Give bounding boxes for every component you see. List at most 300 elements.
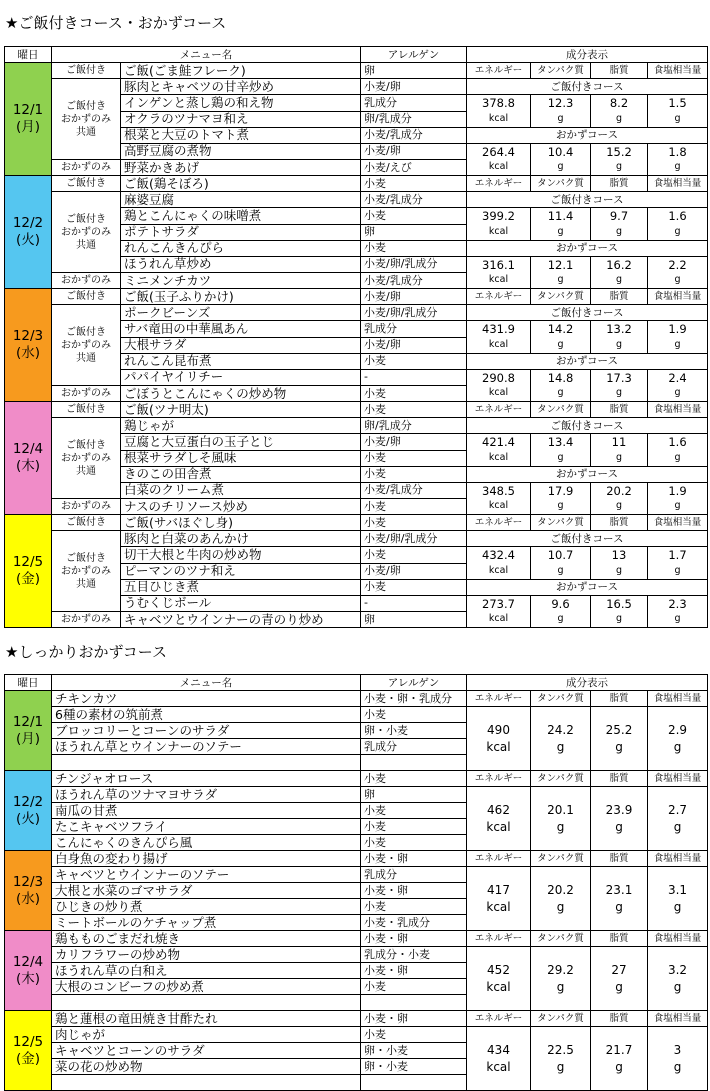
label-fat: 脂質 (591, 63, 648, 79)
allergen: 小麦 (361, 515, 467, 531)
unit-g: g (615, 979, 623, 994)
unit-g: g (648, 273, 708, 289)
unit-g: g (673, 819, 682, 834)
day-cell (5, 402, 52, 515)
category-shared-line: おかずのみ (61, 226, 111, 238)
allergen: 小麦・卵 (361, 931, 467, 947)
allergen: 小麦 (361, 579, 467, 595)
day-date: 12/4 (12, 441, 44, 457)
day-weekday: (月) (15, 730, 41, 747)
menu-item: 鶏もものごまだれ焼き (52, 931, 361, 947)
day-date: 12/3 (12, 328, 44, 344)
day-cell (5, 931, 52, 1011)
rice-course-label: ご飯付きコース (467, 79, 708, 95)
side-energy-value: 264.4 (467, 143, 531, 160)
protein-value-cell (531, 947, 591, 1011)
day-cell (5, 289, 52, 402)
unit-g: g (531, 337, 591, 353)
energy-value: 452 (487, 962, 510, 977)
side-protein-value: 14.8 (531, 369, 591, 386)
unit-g: g (648, 563, 708, 579)
label-protein: タンパク質 (531, 771, 591, 787)
category-shared (52, 192, 121, 273)
side-protein-value: 10.4 (531, 143, 591, 160)
salt-value-cell (648, 947, 708, 1011)
allergen: 卵・小麦 (361, 723, 467, 739)
allergen: 小麦/卵/乳成分 (361, 531, 467, 547)
category-rice: ご飯付き (52, 289, 121, 305)
allergen: 乳成分 (361, 321, 467, 338)
protein-value-cell (531, 1027, 591, 1091)
category-side: おかずのみ (52, 386, 121, 402)
allergen: 小麦 (361, 835, 467, 851)
unit-g: g (648, 612, 708, 628)
unit-kcal: kcal (467, 160, 531, 176)
unit-g: g (531, 450, 591, 466)
label-salt: 食塩相当量 (648, 515, 708, 531)
fat-value: 25.2 (605, 722, 633, 737)
allergen: 小麦/卵/乳成分 (361, 305, 467, 321)
unit-g: g (591, 273, 648, 289)
fat-value: 23.9 (605, 802, 633, 817)
unit-kcal: kcal (467, 386, 531, 402)
unit-kcal: kcal (486, 899, 511, 914)
menu-item: ポテトサラダ (121, 224, 361, 240)
allergen: 卵 (361, 612, 467, 628)
rice-salt-value: 1.6 (648, 208, 708, 225)
allergen: 小麦 (361, 499, 467, 515)
salt-value: 2.9 (667, 722, 688, 737)
unit-g: g (648, 450, 708, 466)
label-salt: 食塩相当量 (648, 691, 708, 707)
allergen: 小麦 (361, 547, 467, 564)
menu-item: ピーマンのツナ和え (121, 563, 361, 579)
allergen: 小麦 (361, 979, 467, 995)
allergen: 小麦/乳成分 (361, 482, 467, 499)
label-protein: タンパク質 (531, 691, 591, 707)
allergen (361, 1075, 467, 1091)
unit-kcal: kcal (467, 273, 531, 289)
label-fat: 脂質 (591, 931, 648, 947)
rice-energy-value: 432.4 (467, 547, 531, 564)
day-cell (5, 63, 52, 176)
rice-course-label: ご飯付きコース (467, 531, 708, 547)
label-protein: タンパク質 (531, 515, 591, 531)
allergen: - (361, 595, 467, 612)
unit-kcal: kcal (467, 224, 531, 240)
category-shared-line: おかずのみ (61, 113, 111, 125)
label-salt: 食塩相当量 (648, 402, 708, 418)
category-side: おかずのみ (52, 273, 121, 289)
unit-g: g (673, 739, 682, 754)
menu-item: 鶏じゃが (121, 418, 361, 434)
unit-kcal: kcal (486, 739, 511, 754)
side-course-label: おかずコース (467, 579, 708, 595)
unit-g: g (531, 499, 591, 515)
unit-kcal: kcal (467, 612, 531, 628)
side-protein-value: 12.1 (531, 256, 591, 273)
allergen: 小麦・卵 (361, 1011, 467, 1027)
allergen: 小麦 (361, 402, 467, 418)
menu-item: ほうれん草とウインナーのソテー (52, 739, 361, 755)
category-shared-line: 共通 (76, 352, 96, 364)
allergen: 卵 (361, 787, 467, 803)
unit-g: g (556, 899, 565, 914)
menu-item: 豚肉とキャベツの甘辛炒め (121, 79, 361, 95)
unit-g: g (615, 899, 623, 914)
section1-title: ★ご飯付きコース・おかずコース (5, 14, 227, 32)
unit-g: g (531, 386, 591, 402)
side-salt-value: 2.2 (648, 256, 708, 273)
allergen: 卵 (361, 224, 467, 240)
allergen: 小麦・卵・乳成分 (361, 691, 467, 707)
category-shared-line: 共通 (76, 578, 96, 590)
category-rice: ご飯付き (52, 176, 121, 192)
allergen: 小麦 (361, 176, 467, 192)
label-energy: エネルギー (467, 63, 531, 79)
menu-item: 肉じゃが (52, 1027, 361, 1043)
unit-g: g (531, 612, 591, 628)
header-allergen: アレルゲン (361, 675, 467, 691)
rice-protein-value: 10.7 (531, 547, 591, 564)
unit-g: g (673, 979, 682, 994)
menu-item: 鶏とこんにゃくの味噌煮 (121, 208, 361, 225)
menu-item: ご飯(サバほぐし身) (121, 515, 361, 531)
category-shared-line: ご飯付き (66, 100, 106, 112)
category-side: おかずのみ (52, 160, 121, 176)
fat-value: 27 (611, 962, 627, 977)
day-cell (5, 515, 52, 628)
side-salt-value: 1.9 (648, 482, 708, 499)
menu-item: オクラのツナマヨ和え (121, 111, 361, 127)
label-energy: エネルギー (467, 289, 531, 305)
header-day: 曜日 (5, 47, 52, 63)
menu-item: ご飯(鶏そぼろ) (121, 176, 361, 192)
menu-item: ごぼうとこんにゃくの炒め物 (121, 386, 361, 402)
allergen: 小麦 (361, 208, 467, 225)
unit-kcal: kcal (467, 499, 531, 515)
day-weekday: (木) (15, 458, 41, 474)
salt-value-cell (648, 707, 708, 771)
category-rice: ご飯付き (52, 402, 121, 418)
side-course-label: おかずコース (467, 127, 708, 143)
menu-item: 鶏と蓮根の竜田焼き甘酢たれ (52, 1011, 361, 1027)
header-day: 曜日 (5, 675, 52, 691)
label-fat: 脂質 (591, 176, 648, 192)
allergen (361, 995, 467, 1011)
menu-item: 高野豆腐の煮物 (121, 143, 361, 160)
side-fat-value: 20.2 (591, 482, 648, 499)
day-date: 12/3 (12, 873, 44, 890)
unit-g: g (591, 111, 648, 127)
label-salt: 食塩相当量 (648, 851, 708, 867)
menu-item: 麻婆豆腐 (121, 192, 361, 208)
rice-course-label: ご飯付きコース (467, 305, 708, 321)
header-menu: メニュー名 (52, 47, 361, 63)
allergen: 小麦 (361, 450, 467, 466)
menu-item: 南瓜の甘煮 (52, 803, 361, 819)
fat-value-cell (591, 707, 648, 771)
side-course-label: おかずコース (467, 466, 708, 482)
allergen: 乳成分 (361, 867, 467, 883)
allergen: 卵/乳成分 (361, 111, 467, 127)
menu-item: 切干大根と牛肉の炒め物 (121, 547, 361, 564)
menu-item: きのこの田舎煮 (121, 466, 361, 482)
label-fat: 脂質 (591, 771, 648, 787)
unit-g: g (591, 499, 648, 515)
rice-energy-value: 431.9 (467, 321, 531, 338)
unit-g: g (615, 739, 623, 754)
side-course-label: おかずコース (467, 353, 708, 369)
rice-salt-value: 1.5 (648, 95, 708, 112)
menu-item: ご飯(玉子ふりかけ) (121, 289, 361, 305)
allergen: 乳成分・小麦 (361, 947, 467, 963)
menu-item: 白菜のクリーム煮 (121, 482, 361, 499)
label-fat: 脂質 (591, 402, 648, 418)
allergen: 卵・小麦 (361, 1059, 467, 1075)
category-shared-line: ご飯付き (66, 439, 106, 451)
side-energy-value: 273.7 (467, 595, 531, 612)
energy-value-cell (467, 867, 531, 931)
energy-value-cell (467, 787, 531, 851)
side-course-label: おかずコース (467, 240, 708, 256)
category-shared (52, 79, 121, 160)
side-protein-value: 9.6 (531, 595, 591, 612)
rice-fat-value: 13.2 (591, 321, 648, 338)
menu-item: れんこん昆布煮 (121, 353, 361, 369)
menu-item: 白身魚の変わり揚げ (52, 851, 361, 867)
unit-g: g (591, 337, 648, 353)
day-date: 12/2 (12, 215, 44, 231)
label-fat: 脂質 (591, 851, 648, 867)
day-date: 12/4 (12, 953, 44, 970)
menu-item: 6種の素材の筑前煮 (52, 707, 361, 723)
energy-value-cell (467, 1027, 531, 1091)
day-cell (5, 1011, 52, 1091)
menu-item: ほうれん草の白和え (52, 963, 361, 979)
label-energy: エネルギー (467, 851, 531, 867)
side-energy-value: 348.5 (467, 482, 531, 499)
allergen: 小麦/乳成分 (361, 192, 467, 208)
allergen: 小麦・卵 (361, 883, 467, 899)
category-rice: ご飯付き (52, 515, 121, 531)
rice-fat-value: 13 (591, 547, 648, 564)
day-date: 12/1 (12, 713, 44, 730)
menu-item: キャベツとウインナーの青のり炒め (121, 612, 361, 628)
header-menu: メニュー名 (52, 675, 361, 691)
protein-value: 24.2 (547, 722, 574, 737)
allergen: 小麦 (361, 707, 467, 723)
salt-value-cell (648, 867, 708, 931)
label-protein: タンパク質 (531, 851, 591, 867)
category-shared-line: おかずのみ (61, 565, 111, 577)
unit-g: g (648, 337, 708, 353)
menu-item: ミニメンチカツ (121, 273, 361, 289)
label-salt: 食塩相当量 (648, 1011, 708, 1027)
menu-item: ナスのチリソース炒め (121, 499, 361, 515)
rice-salt-value: 1.6 (648, 434, 708, 451)
label-protein: タンパク質 (531, 63, 591, 79)
header-allergen: アレルゲン (361, 47, 467, 63)
menu-item: サバ竜田の中華風あん (121, 321, 361, 338)
rice-fat-value: 9.7 (591, 208, 648, 225)
label-fat: 脂質 (591, 515, 648, 531)
unit-kcal: kcal (467, 111, 531, 127)
protein-value: 20.1 (547, 802, 574, 817)
day-weekday: (火) (15, 810, 41, 827)
protein-value: 29.2 (547, 962, 574, 977)
unit-g: g (648, 499, 708, 515)
rice-salt-value: 1.7 (648, 547, 708, 564)
label-salt: 食塩相当量 (648, 176, 708, 192)
fat-value: 21.7 (605, 1042, 633, 1057)
menu-item: チンジャオロース (52, 771, 361, 787)
salt-value-cell (648, 1027, 708, 1091)
rice-and-side-course-table (4, 46, 708, 628)
menu-item: ほうれん草のツナマヨサラダ (52, 787, 361, 803)
label-energy: エネルギー (467, 402, 531, 418)
energy-value: 434 (487, 1042, 510, 1057)
label-fat: 脂質 (591, 289, 648, 305)
unit-g: g (648, 160, 708, 176)
menu-item: カリフラワーの炒め物 (52, 947, 361, 963)
menu-item: ご飯(ごま鮭フレーク) (121, 63, 361, 79)
salt-value-cell (648, 787, 708, 851)
day-weekday: (火) (15, 232, 41, 248)
menu-item: 大根サラダ (121, 337, 361, 353)
label-fat: 脂質 (591, 691, 648, 707)
side-energy-value: 290.8 (467, 369, 531, 386)
allergen: 小麦 (361, 240, 467, 256)
rice-protein-value: 11.4 (531, 208, 591, 225)
allergen: 小麦 (361, 386, 467, 402)
label-protein: タンパク質 (531, 1011, 591, 1027)
rice-fat-value: 8.2 (591, 95, 648, 112)
unit-kcal: kcal (467, 450, 531, 466)
unit-g: g (615, 1059, 623, 1074)
allergen: 小麦 (361, 1027, 467, 1043)
category-shared-line: ご飯付き (66, 213, 106, 225)
side-fat-value: 17.3 (591, 369, 648, 386)
unit-g: g (648, 111, 708, 127)
menu-item: 豆腐と大豆蛋白の玉子とじ (121, 434, 361, 451)
rice-energy-value: 421.4 (467, 434, 531, 451)
label-energy: エネルギー (467, 515, 531, 531)
menu-item: 大根のコンビーフの炒め煮 (52, 979, 361, 995)
allergen: 小麦/卵 (361, 79, 467, 95)
unit-g: g (556, 1059, 565, 1074)
unit-kcal: kcal (486, 1059, 511, 1074)
header-nutrition: 成分表示 (467, 47, 708, 63)
menu-item: 野菜かきあげ (121, 160, 361, 176)
label-salt: 食塩相当量 (648, 931, 708, 947)
category-shared (52, 531, 121, 612)
day-date: 12/5 (12, 554, 44, 570)
menu-item: パパイヤイリチー (121, 369, 361, 386)
unit-g: g (531, 273, 591, 289)
allergen: 小麦 (361, 803, 467, 819)
protein-value-cell (531, 707, 591, 771)
allergen: 卵/乳成分 (361, 418, 467, 434)
label-energy: エネルギー (467, 931, 531, 947)
menu-item: インゲンと蒸し鶏の和え物 (121, 95, 361, 112)
unit-g: g (615, 819, 623, 834)
day-weekday: (月) (15, 119, 41, 135)
menu-item (52, 995, 361, 1011)
menu-item: 大根と水菜のゴマサラダ (52, 883, 361, 899)
unit-g: g (556, 739, 565, 754)
category-shared-line: おかずのみ (61, 339, 111, 351)
protein-value-cell (531, 787, 591, 851)
menu-item: ほうれん草炒め (121, 256, 361, 273)
rice-course-label: ご飯付きコース (467, 192, 708, 208)
energy-value: 462 (487, 802, 510, 817)
salt-value: 3.1 (667, 882, 688, 897)
day-weekday: (金) (15, 571, 41, 587)
category-shared (52, 305, 121, 386)
allergen: 小麦・卵 (361, 851, 467, 867)
menu-item: 五目ひじき煮 (121, 579, 361, 595)
side-salt-value: 2.4 (648, 369, 708, 386)
menu-item (52, 755, 361, 771)
menu-item: 豚肉と白菜のあんかけ (121, 531, 361, 547)
category-shared-line: 共通 (76, 465, 96, 477)
unit-g: g (531, 224, 591, 240)
day-date: 12/2 (12, 793, 44, 810)
protein-value: 22.5 (547, 1042, 574, 1057)
allergen: 小麦/卵 (361, 143, 467, 160)
side-salt-value: 1.8 (648, 143, 708, 160)
unit-g: g (531, 111, 591, 127)
label-energy: エネルギー (467, 771, 531, 787)
allergen: 小麦/卵/乳成分 (361, 256, 467, 273)
menu-item: チキンカツ (52, 691, 361, 707)
rice-protein-value: 13.4 (531, 434, 591, 451)
category-shared (52, 418, 121, 499)
unit-g: g (591, 612, 648, 628)
side-protein-value: 17.9 (531, 482, 591, 499)
unit-g: g (591, 386, 648, 402)
allergen (361, 755, 467, 771)
side-fat-value: 15.2 (591, 143, 648, 160)
day-date: 12/5 (12, 1033, 44, 1050)
salt-value: 3 (673, 1042, 682, 1057)
rice-course-label: ご飯付きコース (467, 418, 708, 434)
day-cell (5, 691, 52, 771)
menu-item: ポークビーンズ (121, 305, 361, 321)
allergen: 乳成分 (361, 739, 467, 755)
day-weekday: (木) (15, 970, 41, 987)
unit-g: g (673, 899, 682, 914)
energy-value: 417 (487, 882, 510, 897)
label-protein: タンパク質 (531, 402, 591, 418)
unit-kcal: kcal (486, 979, 511, 994)
salt-value: 3.2 (667, 962, 688, 977)
label-fat: 脂質 (591, 1011, 648, 1027)
day-weekday: (水) (15, 345, 41, 361)
section2-title: ★しっかりおかずコース (5, 643, 167, 661)
menu-item: ご飯(ツナ明太) (121, 402, 361, 418)
day-cell (5, 851, 52, 931)
allergen: 小麦 (361, 353, 467, 369)
energy-value-cell (467, 947, 531, 1011)
fat-value-cell (591, 867, 648, 931)
hearty-side-course-table (4, 674, 708, 1091)
menu-item: ひじきの炒り煮 (52, 899, 361, 915)
protein-value-cell (531, 867, 591, 931)
menu-item: キャベツとウインナーのソテー (52, 867, 361, 883)
allergen: 小麦 (361, 899, 467, 915)
